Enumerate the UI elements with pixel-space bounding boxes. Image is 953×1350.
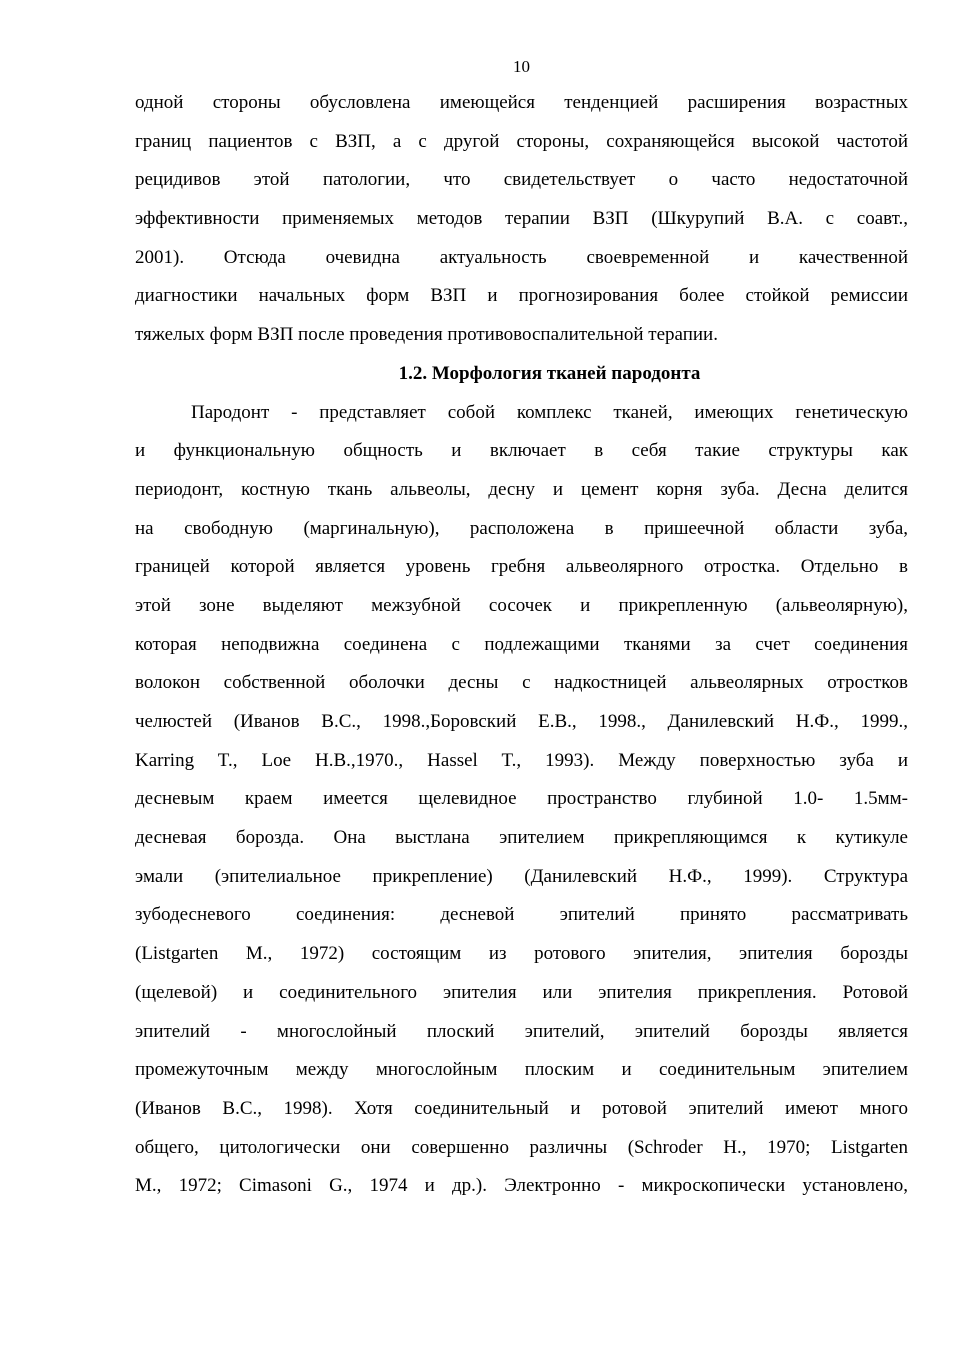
text-line: десневым краем имеется щелевидное пространство глубиной 1.0- 1.5мм- xyxy=(135,788,908,810)
text-line: эпителий - многослойный плоский эпителий, эпителий борозды является xyxy=(135,1020,908,1042)
paragraph-2 xyxy=(135,394,908,1206)
text-line: эффективности применяемых методов терапии ВЗП (Шкурупий В.А. с соавт., xyxy=(135,208,908,230)
text-line: границей которой является уровень гребня альвеолярного отростка. Отдельно в xyxy=(135,556,908,578)
text-line: рецидивов этой патологии, что свидетельствует о часто недостаточной xyxy=(135,169,908,191)
text-line: одной стороны обусловлена имеющейся тенденцией расширения возрастных xyxy=(135,92,908,113)
text-line: (щелевой) и соединительного эпителия или эпителия прикрепления. Ротовой xyxy=(135,981,908,1003)
text-line: Karring T., Loe H.B.,1970., Hassel T., 1993). Между поверхностью зуба и xyxy=(135,749,908,771)
text-line: диагностики начальных форм ВЗП и прогнозирования более стойкой ремиссии xyxy=(135,285,908,307)
text-line: периодонт, костную ткань альвеолы, десну и цемент корня зуба. Десна делится xyxy=(135,478,908,500)
text-line: челюстей (Иванов В.С., 1998.,Боровский Е.В., 1998., Данилевский Н.Ф., 1999., xyxy=(135,711,908,732)
text-line: которая неподвижна соединена с подлежащими тканями за счет соединения xyxy=(135,633,908,655)
text-line: промежуточным между многослойным плоским и соединительным эпителием xyxy=(135,1059,908,1081)
text-line: зубодесневого соединения: десневой эпителий принято рассматривать xyxy=(135,904,908,926)
text-line: на свободную (маргинальную), расположена в пришеечной области зуба, xyxy=(135,517,908,539)
text-line: тяжелых форм ВЗП после проведения противовоспалительной терапии. xyxy=(135,324,718,346)
text-line: волокон собственной оболочки десны с надкостницей альвеолярных отростков xyxy=(135,672,908,694)
text-line: (Иванов В.С., 1998). Хотя соединительный и ротовой эпителий имеют много xyxy=(135,1097,908,1119)
text-line: этой зоне выделяют межзубной сосочек и прикрепленную (альвеолярную), xyxy=(135,594,908,616)
section-heading: 1.2. Морфология тканей пародонта xyxy=(398,362,701,384)
text-line: (Listgarten M., 1972) состоящим из ротового эпителия, эпителия борозды xyxy=(135,943,908,965)
text-line: десневая борозда. Она выстлана эпителием прикрепляющимся к кутикуле xyxy=(135,827,908,849)
text-line: 2001). Отсюда очевидна актуальность своевременной и качественной xyxy=(135,246,908,268)
text-line: эмали (эпителиальное прикрепление) (Данилевский Н.Ф., 1999). Структура xyxy=(135,865,908,887)
paragraph-1 xyxy=(135,84,908,355)
text-line: общего, цитологически они совершенно различны (Schroder H., 1970; Listgarten xyxy=(135,1136,908,1158)
page-number: 10 xyxy=(513,57,530,76)
text-line: Пародонт - представляет собой комплекс тканей, имеющих генетическую xyxy=(191,401,908,423)
text-line: границ пациентов с ВЗП, а с другой стороны, сохраняющейся высокой частотой xyxy=(135,130,908,152)
body-text xyxy=(135,84,908,1206)
text-line: M., 1972; Cimasoni G., 1974 и др.). Электронно - микроскопически установлено, xyxy=(135,1175,908,1197)
text-line: и функциональную общность и включает в себя такие структуры как xyxy=(135,440,908,462)
